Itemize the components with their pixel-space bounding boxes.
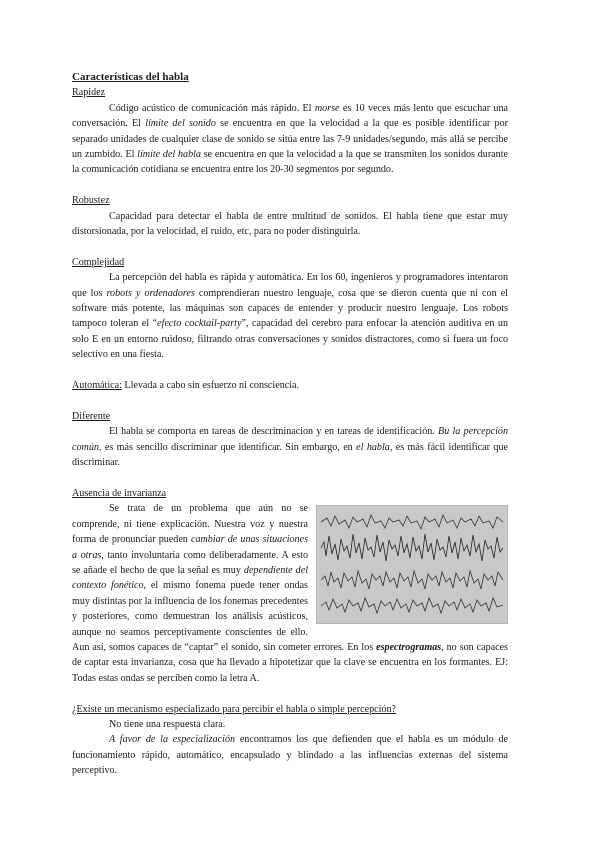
heading-ausencia: Ausencia de invarianza: [72, 487, 167, 499]
document-title: Características del habla: [72, 71, 189, 83]
waveform-figure: [316, 505, 508, 624]
waveform-1: [321, 515, 503, 529]
heading-mecanismo: ¿Existe un mecanismo especializado para percibir el habla o simple percepción?: [72, 703, 396, 715]
label-automatica: Automática:: [72, 380, 122, 392]
paragraph-complejidad: La percepción del habla es rápida y automática. En los 60, ingenieros y programadores intentaron que los robots y ordenadores comprendieran nuestro lenguaje, cosa que se dieron cuenta que ni con el software más potente, las máquinas son capaces de entender y producir nuestro lenguaje. Los robots tampoco toleran el “efecto cocktail-party”, capacidad del cerebro para enfocar la atención auditiva en un solo E en un entorno ruidoso, filtrando otras conversaciones y sonidos distractores, como si fuera un foco selectivo en una fiesta.: [72, 272, 509, 361]
paragraph-diferente: El habla se comporta en tareas de descriminacion y en tareas de identificación. Bu la percepción común, es más sencillo discriminar que identificar. Sin embargo, en el habla, es más fácil identificar que discriminar.: [72, 426, 509, 469]
ausencia-block: [72, 501, 508, 686]
document-body: [72, 70, 508, 779]
paragraph-automatica: Automática: Llevada a cabo sin esfuerzo ni consciencia.: [72, 380, 300, 392]
paragraph-rapidez: Código acústico de comunicación más rápido. El morse es 10 veces más lento que escuchar una conversación. El límite del sonido se encuentra en que la velocidad a la que es posible identificar por separado unidades de cualquier clase de sonido se sitúa entre las 7-9 unidades/segundo, más allá se percibe un zumbido. El límite del habla se encuentra en que la velocidad a la que se transmiten los sonidos durante la comunicación cotidiana se encuentra entre los 20-30 segmentos por segundo.: [72, 102, 509, 176]
heading-diferente: Diferente: [72, 410, 111, 422]
paragraph-ausencia: Se trata de un problema que aún no se comprende, ni tiene explicación. Nuestra voz y nuestra forma de pronunciar pueden cambiar de unas situaciones a otras, tanto involuntaria como deliberadamente. A esto se añade el hecho de que la señal es muy dependiente del contexto fonético, el mismo fonema puede tener ondas muy distintas por la influencia de los fonemas precedentes y posteriores, como demuestran los análisis acústicos, aunque no seamos perceptivamente conscientes de ello. Aun así, somos capaces de “captar” el sonido, sin cometer errores. En los espectrogramas, no son capaces de captar esta invarianza, cosa que ha llevado a hipotetizar que la clave se encuentra en los formantes. EJ: Todas estas ondas se perciben como la letra A.: [72, 503, 508, 684]
waveform-image: [317, 506, 507, 623]
heading-robustez: Robustez: [72, 195, 110, 207]
paragraph-mecanismo-1: No tiene una respuesta clara.: [109, 718, 226, 730]
paragraph-robustez: Capacidad para detectar el habla de entre multitud de sonidos. El habla tiene que estar muy distorsionada, por la velocidad, el ruido, etc, para no poder distinguirla.: [72, 210, 508, 238]
waveform-4: [321, 598, 503, 613]
waveform-3: [321, 571, 503, 589]
heading-complejidad: Complejidad: [72, 256, 125, 268]
waveform-2: [321, 534, 503, 561]
heading-rapidez: Rapidez: [72, 87, 106, 99]
paragraph-mecanismo-2: A favor de la especialización encontramos los que defienden que el habla es un módulo de funcionamiento rápido, automático, encapsulado y blindado a las influencias externas del sistema perceptivo.: [72, 734, 508, 777]
